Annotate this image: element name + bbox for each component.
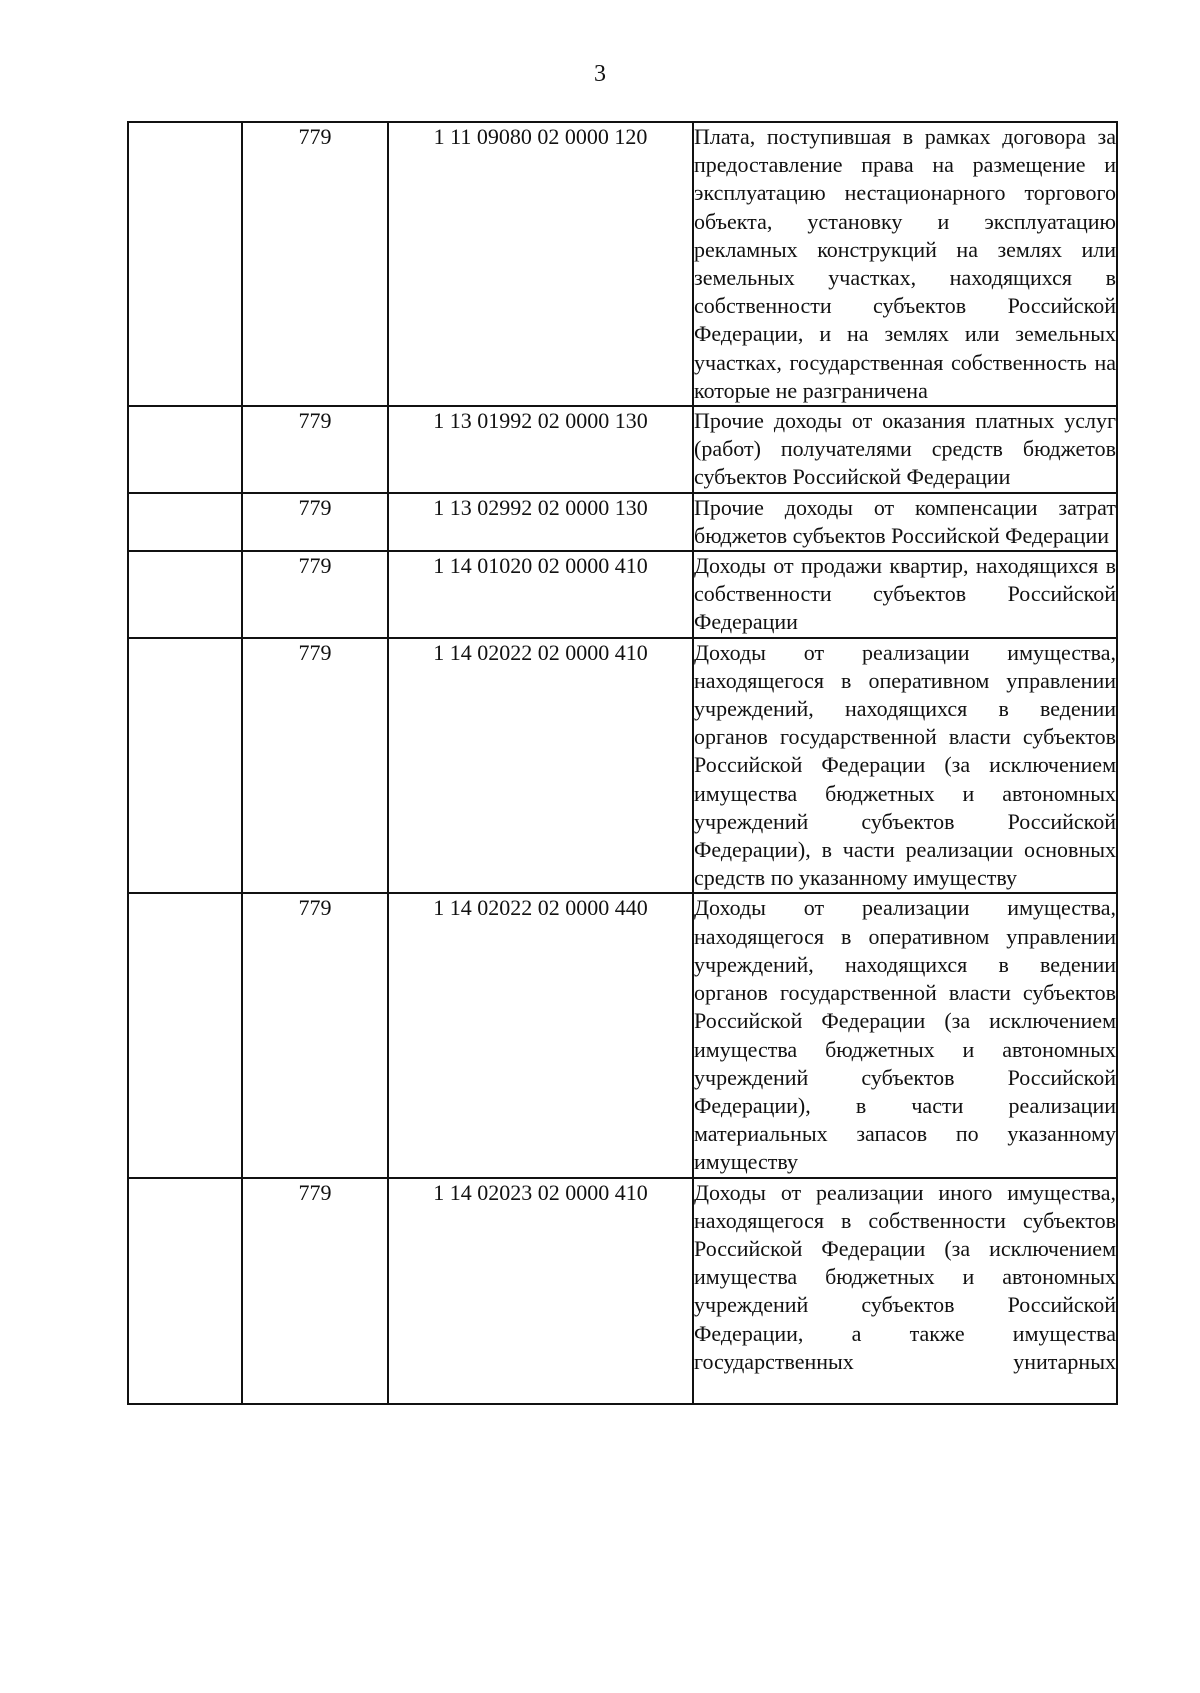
table-row (128, 893, 1117, 1177)
row-number-cell (128, 493, 242, 551)
kbk-code-cell: 1 14 02023 02 0000 410 (388, 1178, 693, 1404)
revenue-name-cell: Доходы от реализации имущества, находящегося в оперативном управлении учреждений, находящихся в ведении органов государственной власти субъектов Российской Федерации (за исключением имущества бюджетных и автономных учреждений субъектов Российской Федерации), в части реализации материальных запасов по указанному имуществу (693, 893, 1117, 1177)
kbk-code-cell: 1 13 01992 02 0000 130 (388, 406, 693, 493)
revenue-name-cell: Плата, поступившая в рамках договора за предоставление права на размещение и эксплуатацию нестационарного торгового объекта, установку и эксплуатацию рекламных конструкций на землях или земельных участках, находящихся в собственности субъектов Российской Федерации, и на землях или земельных участках, государственная собственность на которые не разграничена (693, 122, 1117, 406)
admin-code-cell: 779 (242, 1178, 388, 1404)
row-number-cell (128, 638, 242, 894)
kbk-code-cell: 1 14 02022 02 0000 440 (388, 893, 693, 1177)
kbk-code-cell: 1 14 02022 02 0000 410 (388, 638, 693, 894)
table-row (128, 551, 1117, 638)
revenue-name-cell: Прочие доходы от компенсации затрат бюджетов субъектов Российской Федерации (693, 493, 1117, 551)
table-row (128, 122, 1117, 406)
row-number-cell (128, 122, 242, 406)
admin-code-cell: 779 (242, 551, 388, 638)
admin-code-cell: 779 (242, 638, 388, 894)
kbk-code-cell: 1 14 01020 02 0000 410 (388, 551, 693, 638)
kbk-code-cell: 1 13 02992 02 0000 130 (388, 493, 693, 551)
kbk-code-cell: 1 11 09080 02 0000 120 (388, 122, 693, 406)
table-row (128, 638, 1117, 894)
admin-code-cell: 779 (242, 493, 388, 551)
row-number-cell (128, 551, 242, 638)
admin-code-cell: 779 (242, 122, 388, 406)
revenue-name-cell: Доходы от реализации иного имущества, находящегося в собственности субъектов Российской Федерации (за исключением имущества бюджетных и автономных учреждений субъектов Российской Федерации, а также имущества государственных унитарных (693, 1178, 1117, 1404)
row-number-cell (128, 893, 242, 1177)
revenue-name-cell: Прочие доходы от оказания платных услуг (работ) получателями средств бюджетов субъектов Российской Федерации (693, 406, 1117, 493)
table-row (128, 406, 1117, 493)
admin-code-cell: 779 (242, 893, 388, 1177)
revenue-codes-table (127, 121, 1118, 1405)
table-row (128, 1178, 1117, 1404)
page-number: 3 (594, 61, 606, 87)
revenue-name-cell: Доходы от продажи квартир, находящихся в собственности субъектов Российской Федерации (693, 551, 1117, 638)
admin-code-cell: 779 (242, 406, 388, 493)
table-row (128, 493, 1117, 551)
revenue-name-cell: Доходы от реализации имущества, находящегося в оперативном управлении учреждений, находящихся в ведении органов государственной власти субъектов Российской Федерации (за исключением имущества бюджетных и автономных учреждений субъектов Российской Федерации), в части реализации основных средств по указанному имуществу (693, 638, 1117, 894)
row-number-cell (128, 406, 242, 493)
row-number-cell (128, 1178, 242, 1404)
